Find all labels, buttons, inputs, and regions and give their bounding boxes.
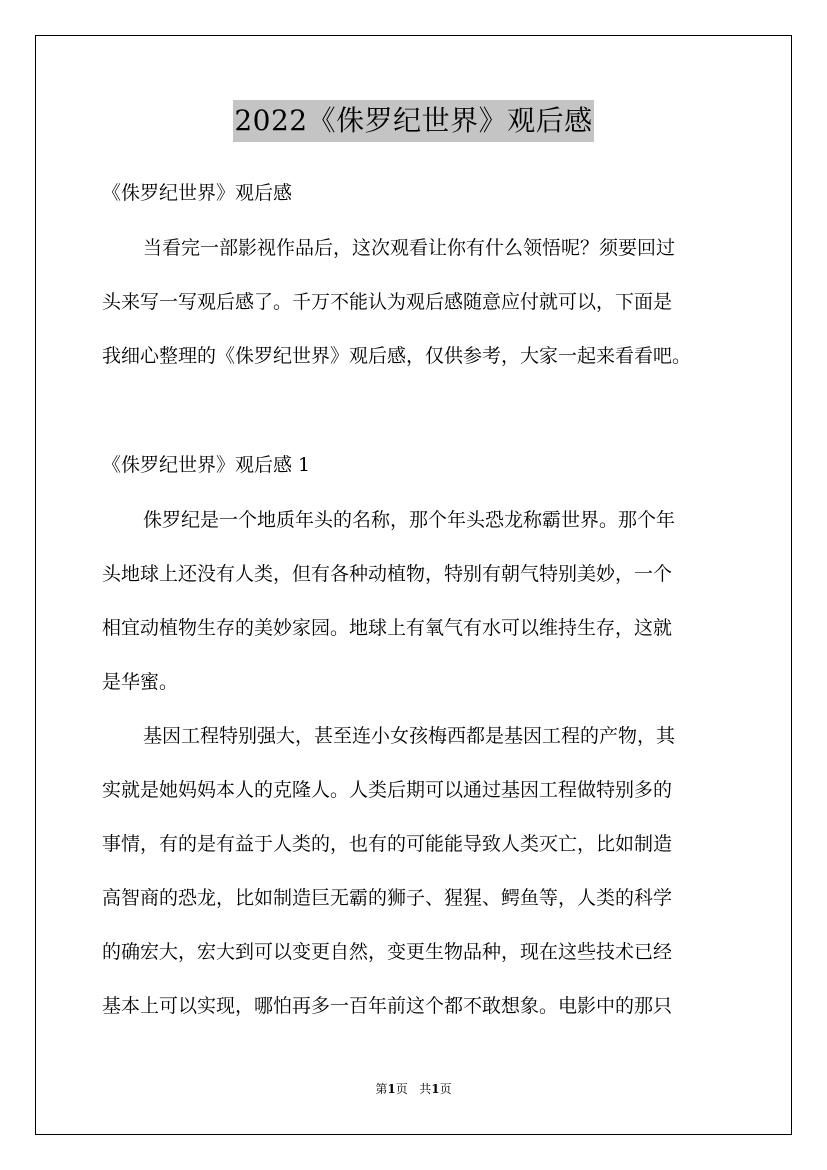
- paragraph1-line-1: 侏罗纪是一个地质年头的名称，那个年头恐龙称霸世界。那个年: [143, 509, 676, 531]
- document-subtitle: 《侏罗纪世界》观后感: [102, 182, 293, 204]
- intro-line-2: 头来写一写观后感了。千万不能认为观后感随意应付就可以，下面是: [102, 291, 673, 313]
- intro-line-1: 当看完一部影视作品后，这次观看让你有什么领悟呢？须要回过: [143, 237, 676, 259]
- section-heading: 《侏罗纪世界》观后感 1: [102, 454, 311, 476]
- page-suffix: 页: [395, 1082, 408, 1096]
- paragraph1-line-3: 相宜动植物生存的美妙家园。地球上有氧气有水可以维持生存，这就: [102, 617, 673, 639]
- page-prefix: 第: [375, 1082, 388, 1096]
- paragraph2-line-1: 基因工程特别强大，甚至连小女孩梅西都是基因工程的产物，其: [143, 725, 676, 747]
- total-prefix: 共: [419, 1082, 432, 1096]
- paragraph2-line-5: 的确宏大，宏大到可以变更自然，变更生物品种，现在这些技术已经: [102, 941, 673, 963]
- page-current: 1: [387, 1082, 396, 1096]
- total-suffix: 页: [439, 1082, 452, 1096]
- paragraph1-line-4: 是华蜜。: [102, 671, 179, 693]
- page-footer: [0, 1081, 827, 1097]
- paragraph2-line-2: 实就是她妈妈本人的克隆人。人类后期可以通过基因工程做特别多的: [102, 779, 673, 801]
- paragraph1-line-2: 头地球上还没有人类，但有各种动植物，特别有朝气特别美妙，一个: [102, 563, 673, 585]
- intro-line-3: 我细心整理的《侏罗纪世界》观后感，仅供参考，大家一起来看看吧。: [102, 345, 692, 367]
- title-container: [0, 100, 827, 142]
- paragraph2-line-4: 高智商的恐龙，比如制造巨无霸的狮子、猩猩、鳄鱼等，人类的科学: [102, 887, 673, 909]
- paragraph2-line-6: 基本上可以实现，哪怕再多一百年前这个都不敢想象。电影中的那只: [102, 995, 673, 1017]
- document-title: 2022《侏罗纪世界》观后感: [233, 100, 593, 142]
- page-total: 1: [431, 1082, 440, 1096]
- paragraph2-line-3: 事情，有的是有益于人类的，也有的可能能导致人类灭亡，比如制造: [102, 833, 673, 855]
